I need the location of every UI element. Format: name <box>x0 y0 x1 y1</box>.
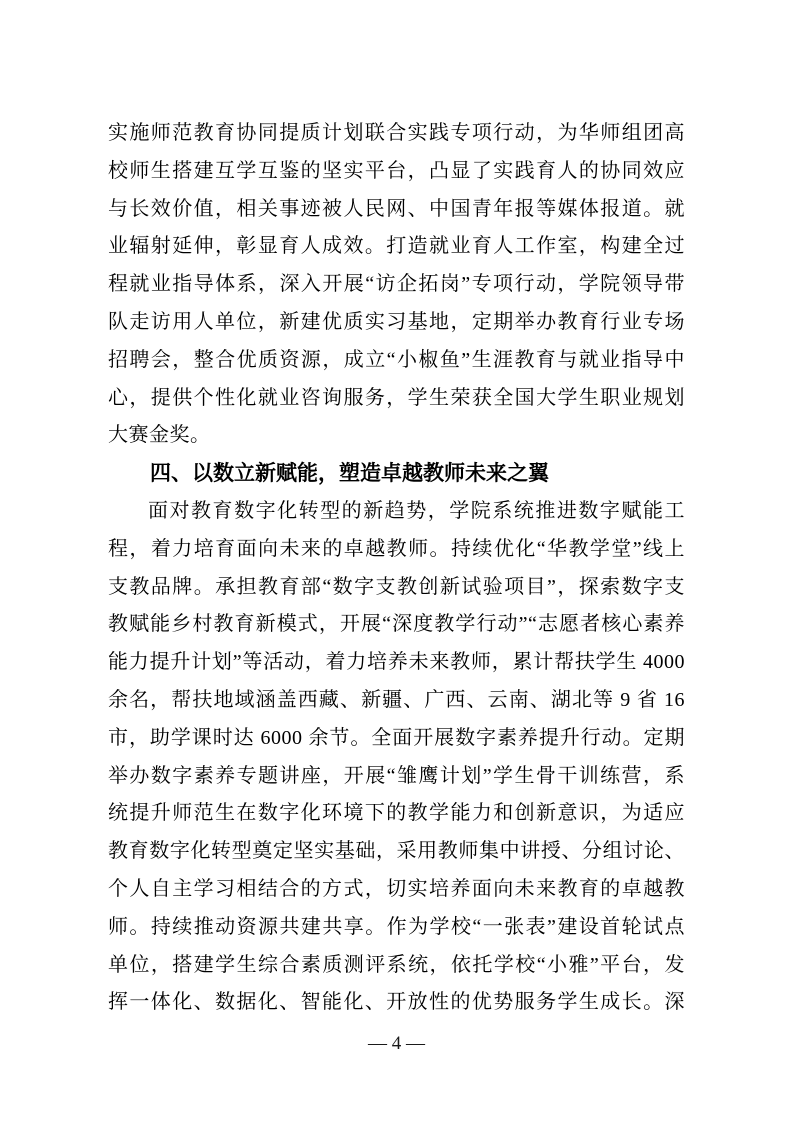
text-line: 心，提供个性化就业咨询服务，学生荣获全国大学生职业规划 <box>108 386 685 409</box>
text-line: 面对教育数字化转型的新趋势，学院系统推进数字赋能工 <box>148 499 685 522</box>
text-line: 校师生搭建互学互鉴的坚实平台，凸显了实践育人的协同效应 <box>108 159 685 182</box>
text-line: 大赛金奖。 <box>108 424 211 447</box>
section-heading: 四、以数立新赋能，塑造卓越教师未来之翼 <box>150 462 549 486</box>
text-line: 与长效价值，相关事迹被人民网、中国青年报等媒体报道。就 <box>108 197 685 220</box>
paragraph-body <box>108 493 685 1022</box>
text-line: 挥一体化、数据化、智能化、开放性的优势服务学生成长。深 <box>108 991 685 1014</box>
paragraph-continuation <box>108 115 685 455</box>
text-line: 市，助学课时达 6000 余节。全面开展数字素养提升行动。定期 <box>108 726 685 749</box>
text-line: 程就业指导体系，深入开展“访企拓岗”专项行动，学院领导带 <box>108 273 685 296</box>
page-number: — 4 — <box>368 1033 425 1054</box>
text-line: 实施师范教育协同提质计划联合实践专项行动，为华师组团高 <box>108 122 685 144</box>
document-content <box>108 115 685 1022</box>
text-line: 队走访用人单位，新建优质实习基地，定期举办教育行业专场 <box>108 310 685 333</box>
text-line: 统提升师范生在数字化环境下的教学能力和创新意识，为适应 <box>108 802 685 825</box>
text-line: 个人自主学习相结合的方式，切实培养面向未来教育的卓越教 <box>108 877 685 900</box>
text-line: 举办数字素养专题讲座，开展“雏鹰计划”学生骨干训练营，系 <box>108 764 685 787</box>
text-line: 师。持续推动资源共建共享。作为学校“一张表”建设首轮试点 <box>108 915 685 938</box>
text-line: 支教品牌。承担教育部“数字支教创新试验项目”，探索数字支 <box>108 575 685 598</box>
text-line: 单位，搭建学生综合素质测评系统，依托学校“小雅”平台，发 <box>108 953 685 976</box>
text-line: 业辐射延伸，彰显育人成效。打造就业育人工作室，构建全过 <box>108 235 685 258</box>
text-line: 余名，帮扶地域涵盖西藏、新疆、广西、云南、湖北等 9 省 16 <box>108 688 685 711</box>
text-line: 教育数字化转型奠定坚实基础，采用教师集中讲授、分组讨论、 <box>108 840 685 863</box>
page-footer <box>0 1031 793 1057</box>
text-line: 能力提升计划”等活动，着力培养未来教师，累计帮扶学生 4000 <box>108 651 685 674</box>
text-line: 程，着力培育面向未来的卓越教师。持续优化“华教学堂”线上 <box>108 537 685 560</box>
text-line: 教赋能乡村教育新模式，开展“深度教学行动”“志愿者核心素养 <box>108 613 685 636</box>
text-line: 招聘会，整合优质资源，成立“小椒鱼”生涯教育与就业指导中 <box>108 348 685 371</box>
